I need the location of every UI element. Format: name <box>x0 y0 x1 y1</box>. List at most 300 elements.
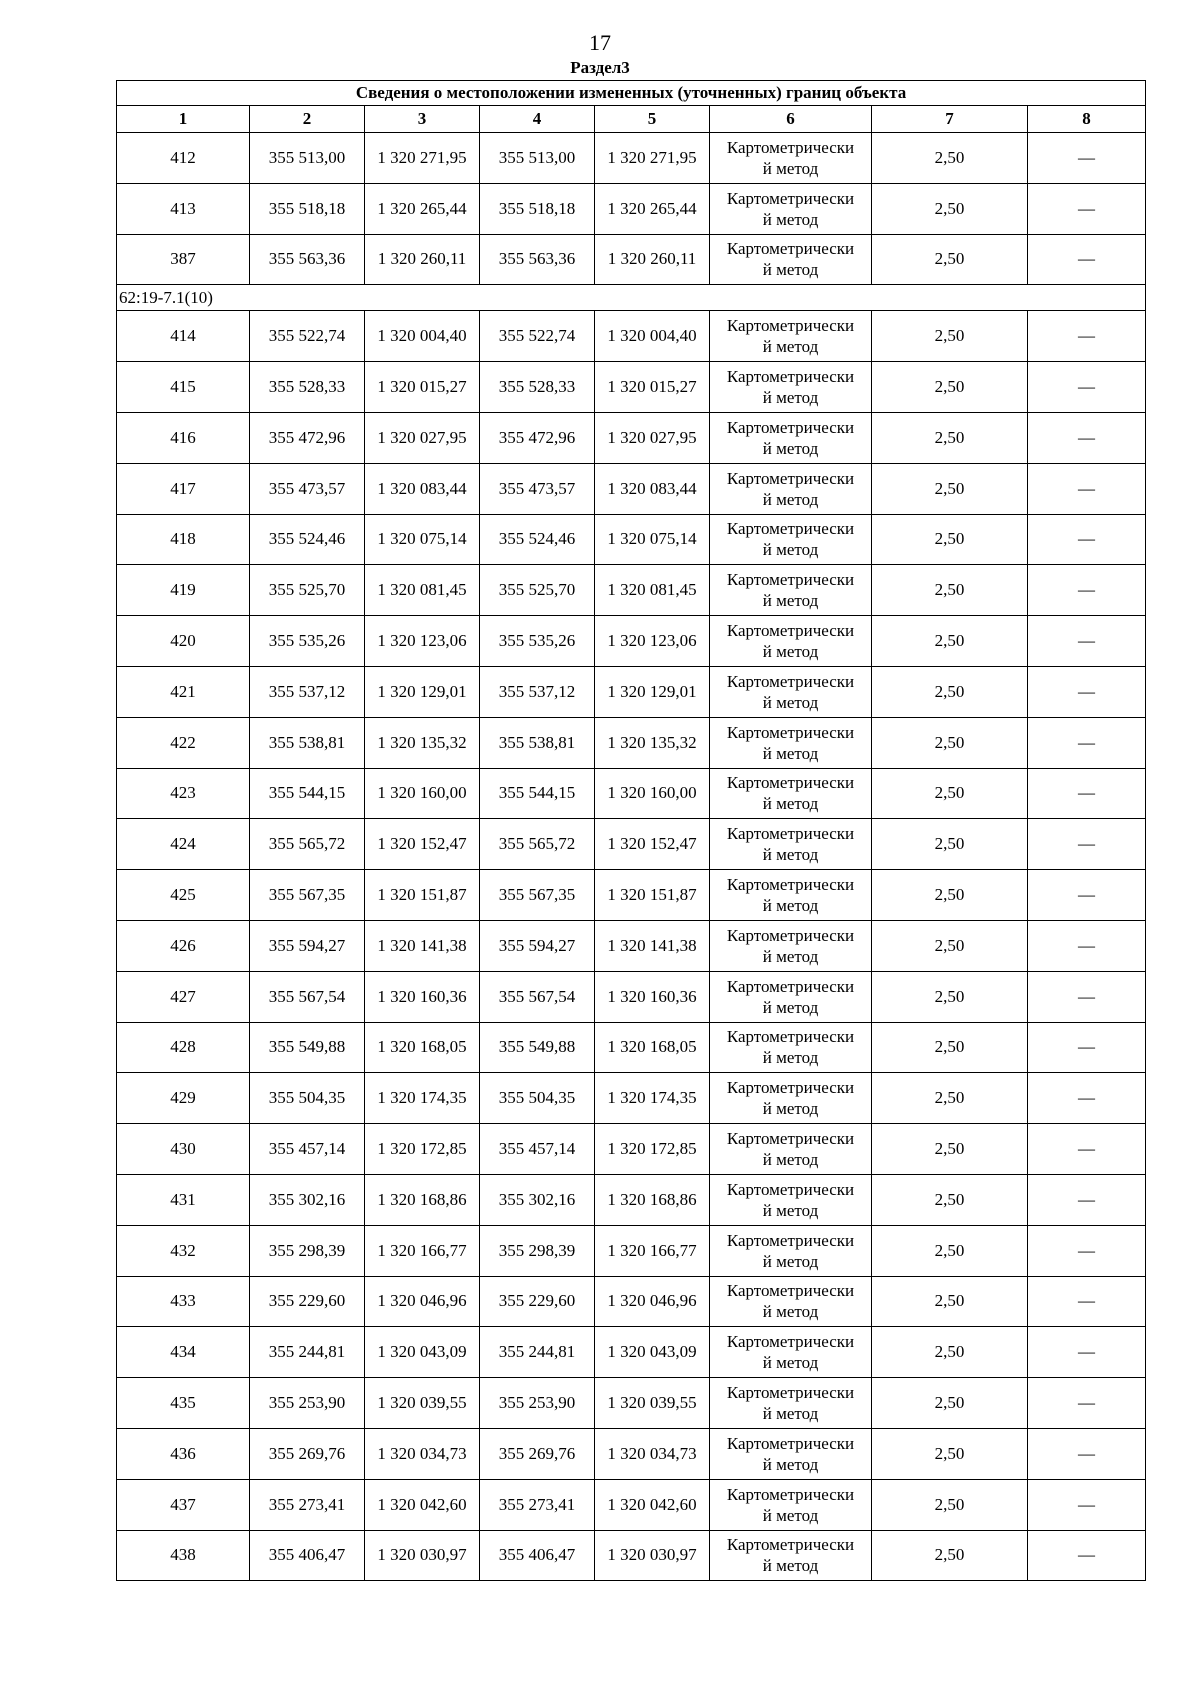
method-line-1: Картометрически <box>726 773 855 793</box>
note-cell: — <box>1028 666 1146 717</box>
table-row <box>117 1276 1146 1327</box>
point-number-cell: 432 <box>117 1225 250 1276</box>
new-coord-x-cell: 355 473,57 <box>480 463 595 514</box>
new-coord-y-cell: 1 320 265,44 <box>595 183 710 234</box>
method-line-1: Картометрически <box>726 925 855 945</box>
note-cell: — <box>1028 870 1146 921</box>
table-caption: Сведения о местоположении измененных (уточненных) границ объекта <box>117 81 1146 106</box>
new-coord-x-cell: 355 567,54 <box>480 971 595 1022</box>
method-line-2: й метод <box>762 591 819 611</box>
coord-y-cell: 1 320 160,00 <box>365 768 480 819</box>
new-coord-x-cell: 355 302,16 <box>480 1174 595 1225</box>
accuracy-cell: 2,50 <box>872 1276 1028 1327</box>
coord-x-cell: 355 406,47 <box>250 1530 365 1581</box>
note-cell: — <box>1028 1378 1146 1429</box>
method-line-1: Картометрически <box>726 367 855 387</box>
method-line-2: й метод <box>762 1556 819 1576</box>
table-row <box>117 514 1146 565</box>
note-cell: — <box>1028 1225 1146 1276</box>
coord-x-cell: 355 538,81 <box>250 717 365 768</box>
method-line-1: Картометрически <box>726 570 855 590</box>
coord-x-cell: 355 565,72 <box>250 819 365 870</box>
point-number-cell: 430 <box>117 1124 250 1175</box>
accuracy-cell: 2,50 <box>872 870 1028 921</box>
column-number: 7 <box>872 106 1028 133</box>
coord-y-cell: 1 320 027,95 <box>365 412 480 463</box>
coord-y-cell: 1 320 174,35 <box>365 1073 480 1124</box>
new-coord-x-cell: 355 538,81 <box>480 717 595 768</box>
coord-x-cell: 355 567,35 <box>250 870 365 921</box>
coord-x-cell: 355 594,27 <box>250 920 365 971</box>
coord-x-cell: 355 513,00 <box>250 133 365 184</box>
method-line-2: й метод <box>762 260 819 280</box>
method-cell <box>710 362 872 413</box>
method-cell <box>710 768 872 819</box>
note-cell: — <box>1028 1276 1146 1327</box>
coord-x-cell: 355 537,12 <box>250 666 365 717</box>
coord-y-cell: 1 320 030,97 <box>365 1530 480 1581</box>
section-title: Раздел3 <box>570 58 630 77</box>
point-number-cell: 415 <box>117 362 250 413</box>
method-line-1: Картометрически <box>726 1129 855 1149</box>
accuracy-cell: 2,50 <box>872 616 1028 667</box>
note-cell: — <box>1028 768 1146 819</box>
new-coord-y-cell: 1 320 081,45 <box>595 565 710 616</box>
new-coord-x-cell: 355 406,47 <box>480 1530 595 1581</box>
method-line-1: Картометрически <box>726 1281 855 1301</box>
column-number: 3 <box>365 106 480 133</box>
table-row <box>117 565 1146 616</box>
column-number-row <box>117 106 1146 133</box>
note-cell: — <box>1028 1174 1146 1225</box>
method-line-1: Картометрически <box>726 1383 855 1403</box>
group-header-row <box>117 285 1146 311</box>
method-cell <box>710 565 872 616</box>
method-line-1: Картометрически <box>726 316 855 336</box>
table-row <box>117 819 1146 870</box>
note-cell: — <box>1028 565 1146 616</box>
new-coord-y-cell: 1 320 135,32 <box>595 717 710 768</box>
new-coord-x-cell: 355 525,70 <box>480 565 595 616</box>
new-coord-x-cell: 355 522,74 <box>480 311 595 362</box>
coord-y-cell: 1 320 075,14 <box>365 514 480 565</box>
method-line-1: Картометрически <box>726 468 855 488</box>
page-number: 17 <box>589 30 611 55</box>
new-coord-y-cell: 1 320 004,40 <box>595 311 710 362</box>
point-number-cell: 426 <box>117 920 250 971</box>
method-line-2: й метод <box>762 1048 819 1068</box>
coord-y-cell: 1 320 083,44 <box>365 463 480 514</box>
method-line-2: й метод <box>762 209 819 229</box>
method-line-1: Картометрически <box>726 188 855 208</box>
accuracy-cell: 2,50 <box>872 1174 1028 1225</box>
coord-y-cell: 1 320 034,73 <box>365 1428 480 1479</box>
point-number-cell: 387 <box>117 234 250 285</box>
note-cell: — <box>1028 311 1146 362</box>
accuracy-cell: 2,50 <box>872 1124 1028 1175</box>
method-cell <box>710 133 872 184</box>
method-line-1: Картометрически <box>726 519 855 539</box>
method-cell <box>710 1530 872 1581</box>
method-line-2: й метод <box>762 896 819 916</box>
method-line-2: й метод <box>762 946 819 966</box>
coord-x-cell: 355 563,36 <box>250 234 365 285</box>
table-row <box>117 768 1146 819</box>
new-coord-y-cell: 1 320 129,01 <box>595 666 710 717</box>
column-number: 8 <box>1028 106 1146 133</box>
accuracy-cell: 2,50 <box>872 819 1028 870</box>
method-cell <box>710 616 872 667</box>
coord-x-cell: 355 518,18 <box>250 183 365 234</box>
accuracy-cell: 2,50 <box>872 362 1028 413</box>
coord-y-cell: 1 320 081,45 <box>365 565 480 616</box>
coord-y-cell: 1 320 046,96 <box>365 1276 480 1327</box>
table-row <box>117 1327 1146 1378</box>
table-row <box>117 666 1146 717</box>
method-line-1: Картометрически <box>726 875 855 895</box>
coord-y-cell: 1 320 123,06 <box>365 616 480 667</box>
table-row <box>117 717 1146 768</box>
new-coord-y-cell: 1 320 168,86 <box>595 1174 710 1225</box>
method-cell <box>710 463 872 514</box>
method-line-2: й метод <box>762 438 819 458</box>
coord-y-cell: 1 320 151,87 <box>365 870 480 921</box>
coord-y-cell: 1 320 015,27 <box>365 362 480 413</box>
table-row <box>117 1174 1146 1225</box>
method-line-1: Картометрически <box>726 1433 855 1453</box>
note-cell: — <box>1028 463 1146 514</box>
method-cell <box>710 717 872 768</box>
new-coord-y-cell: 1 320 172,85 <box>595 1124 710 1175</box>
method-line-2: й метод <box>762 1251 819 1271</box>
method-line-2: й метод <box>762 743 819 763</box>
coord-y-cell: 1 320 166,77 <box>365 1225 480 1276</box>
new-coord-x-cell: 355 513,00 <box>480 133 595 184</box>
method-cell <box>710 514 872 565</box>
method-line-2: й метод <box>762 997 819 1017</box>
accuracy-cell: 2,50 <box>872 1378 1028 1429</box>
table-row <box>117 1022 1146 1073</box>
method-cell <box>710 870 872 921</box>
new-coord-y-cell: 1 320 141,38 <box>595 920 710 971</box>
coord-y-cell: 1 320 172,85 <box>365 1124 480 1175</box>
note-cell: — <box>1028 234 1146 285</box>
accuracy-cell: 2,50 <box>872 1479 1028 1530</box>
method-cell <box>710 1327 872 1378</box>
method-line-2: й метод <box>762 1505 819 1525</box>
new-coord-y-cell: 1 320 260,11 <box>595 234 710 285</box>
coord-x-cell: 355 298,39 <box>250 1225 365 1276</box>
method-line-2: й метод <box>762 540 819 560</box>
method-line-2: й метод <box>762 845 819 865</box>
coord-x-cell: 355 528,33 <box>250 362 365 413</box>
method-line-2: й метод <box>762 1200 819 1220</box>
coord-x-cell: 355 567,54 <box>250 971 365 1022</box>
method-line-2: й метод <box>762 794 819 814</box>
method-cell <box>710 183 872 234</box>
point-number-cell: 418 <box>117 514 250 565</box>
method-line-2: й метод <box>762 489 819 509</box>
table-row <box>117 971 1146 1022</box>
method-cell <box>710 1225 872 1276</box>
new-coord-x-cell: 355 229,60 <box>480 1276 595 1327</box>
note-cell: — <box>1028 1530 1146 1581</box>
note-cell: — <box>1028 1327 1146 1378</box>
table-row <box>117 362 1146 413</box>
new-coord-x-cell: 355 504,35 <box>480 1073 595 1124</box>
new-coord-y-cell: 1 320 168,05 <box>595 1022 710 1073</box>
method-line-2: й метод <box>762 1353 819 1373</box>
new-coord-x-cell: 355 269,76 <box>480 1428 595 1479</box>
note-cell: — <box>1028 1022 1146 1073</box>
method-cell <box>710 1124 872 1175</box>
coord-y-cell: 1 320 260,11 <box>365 234 480 285</box>
new-coord-y-cell: 1 320 034,73 <box>595 1428 710 1479</box>
method-cell <box>710 920 872 971</box>
table-row <box>117 1530 1146 1581</box>
point-number-cell: 422 <box>117 717 250 768</box>
accuracy-cell: 2,50 <box>872 1327 1028 1378</box>
new-coord-x-cell: 355 528,33 <box>480 362 595 413</box>
coord-y-cell: 1 320 141,38 <box>365 920 480 971</box>
method-line-1: Картометрически <box>726 824 855 844</box>
method-cell <box>710 311 872 362</box>
point-number-cell: 424 <box>117 819 250 870</box>
method-line-1: Картометрически <box>726 671 855 691</box>
point-number-cell: 414 <box>117 311 250 362</box>
point-number-cell: 420 <box>117 616 250 667</box>
note-cell: — <box>1028 1124 1146 1175</box>
new-coord-x-cell: 355 298,39 <box>480 1225 595 1276</box>
new-coord-x-cell: 355 563,36 <box>480 234 595 285</box>
note-cell: — <box>1028 183 1146 234</box>
accuracy-cell: 2,50 <box>872 133 1028 184</box>
column-number: 6 <box>710 106 872 133</box>
new-coord-x-cell: 355 253,90 <box>480 1378 595 1429</box>
point-number-cell: 435 <box>117 1378 250 1429</box>
coord-y-cell: 1 320 135,32 <box>365 717 480 768</box>
method-cell <box>710 819 872 870</box>
coord-y-cell: 1 320 160,36 <box>365 971 480 1022</box>
accuracy-cell: 2,50 <box>872 311 1028 362</box>
method-line-1: Картометрически <box>726 1179 855 1199</box>
new-coord-y-cell: 1 320 043,09 <box>595 1327 710 1378</box>
method-line-2: й метод <box>762 158 819 178</box>
new-coord-y-cell: 1 320 083,44 <box>595 463 710 514</box>
coord-x-cell: 355 525,70 <box>250 565 365 616</box>
coord-y-cell: 1 320 168,05 <box>365 1022 480 1073</box>
point-number-cell: 433 <box>117 1276 250 1327</box>
method-cell <box>710 666 872 717</box>
method-line-1: Картометрически <box>726 239 855 259</box>
method-line-1: Картометрически <box>726 976 855 996</box>
point-number-cell: 431 <box>117 1174 250 1225</box>
table-row <box>117 311 1146 362</box>
table-body <box>117 133 1146 1581</box>
new-coord-x-cell: 355 567,35 <box>480 870 595 921</box>
method-line-2: й метод <box>762 692 819 712</box>
accuracy-cell: 2,50 <box>872 971 1028 1022</box>
method-line-1: Картометрически <box>726 1078 855 1098</box>
table-row <box>117 412 1146 463</box>
coord-y-cell: 1 320 004,40 <box>365 311 480 362</box>
coord-x-cell: 355 273,41 <box>250 1479 365 1530</box>
coord-x-cell: 355 544,15 <box>250 768 365 819</box>
method-line-2: й метод <box>762 1099 819 1119</box>
coord-x-cell: 355 522,74 <box>250 311 365 362</box>
point-number-cell: 413 <box>117 183 250 234</box>
column-number: 2 <box>250 106 365 133</box>
coord-y-cell: 1 320 039,55 <box>365 1378 480 1429</box>
method-line-1: Картометрически <box>726 1027 855 1047</box>
method-cell <box>710 1428 872 1479</box>
method-line-2: й метод <box>762 337 819 357</box>
table-row <box>117 183 1146 234</box>
coord-x-cell: 355 253,90 <box>250 1378 365 1429</box>
new-coord-y-cell: 1 320 151,87 <box>595 870 710 921</box>
point-number-cell: 434 <box>117 1327 250 1378</box>
accuracy-cell: 2,50 <box>872 666 1028 717</box>
new-coord-y-cell: 1 320 075,14 <box>595 514 710 565</box>
note-cell: — <box>1028 412 1146 463</box>
table-row <box>117 1378 1146 1429</box>
table-row <box>117 1225 1146 1276</box>
method-line-1: Картометрически <box>726 137 855 157</box>
note-cell: — <box>1028 971 1146 1022</box>
coord-x-cell: 355 269,76 <box>250 1428 365 1479</box>
point-number-cell: 417 <box>117 463 250 514</box>
new-coord-x-cell: 355 594,27 <box>480 920 595 971</box>
method-line-1: Картометрически <box>726 1230 855 1250</box>
method-line-2: й метод <box>762 642 819 662</box>
new-coord-x-cell: 355 549,88 <box>480 1022 595 1073</box>
accuracy-cell: 2,50 <box>872 1530 1028 1581</box>
table-row <box>117 870 1146 921</box>
new-coord-y-cell: 1 320 030,97 <box>595 1530 710 1581</box>
method-cell <box>710 1174 872 1225</box>
coord-x-cell: 355 302,16 <box>250 1174 365 1225</box>
new-coord-y-cell: 1 320 042,60 <box>595 1479 710 1530</box>
accuracy-cell: 2,50 <box>872 234 1028 285</box>
new-coord-y-cell: 1 320 015,27 <box>595 362 710 413</box>
table-row <box>117 1428 1146 1479</box>
new-coord-x-cell: 355 244,81 <box>480 1327 595 1378</box>
table-row <box>117 234 1146 285</box>
accuracy-cell: 2,50 <box>872 1073 1028 1124</box>
note-cell: — <box>1028 362 1146 413</box>
point-number-cell: 423 <box>117 768 250 819</box>
coord-y-cell: 1 320 042,60 <box>365 1479 480 1530</box>
accuracy-cell: 2,50 <box>872 514 1028 565</box>
new-coord-y-cell: 1 320 039,55 <box>595 1378 710 1429</box>
point-number-cell: 438 <box>117 1530 250 1581</box>
coord-y-cell: 1 320 271,95 <box>365 133 480 184</box>
method-line-1: Картометрически <box>726 621 855 641</box>
coord-x-cell: 355 549,88 <box>250 1022 365 1073</box>
table-row <box>117 463 1146 514</box>
new-coord-x-cell: 355 544,15 <box>480 768 595 819</box>
new-coord-y-cell: 1 320 027,95 <box>595 412 710 463</box>
method-line-1: Картометрически <box>726 1535 855 1555</box>
new-coord-y-cell: 1 320 046,96 <box>595 1276 710 1327</box>
note-cell: — <box>1028 133 1146 184</box>
accuracy-cell: 2,50 <box>872 768 1028 819</box>
table-row <box>117 1479 1146 1530</box>
point-number-cell: 419 <box>117 565 250 616</box>
new-coord-x-cell: 355 535,26 <box>480 616 595 667</box>
boundary-coordinates-table <box>116 80 1146 1581</box>
accuracy-cell: 2,50 <box>872 1225 1028 1276</box>
coord-x-cell: 355 244,81 <box>250 1327 365 1378</box>
point-number-cell: 427 <box>117 971 250 1022</box>
new-coord-y-cell: 1 320 152,47 <box>595 819 710 870</box>
coord-x-cell: 355 535,26 <box>250 616 365 667</box>
point-number-cell: 425 <box>117 870 250 921</box>
new-coord-x-cell: 355 273,41 <box>480 1479 595 1530</box>
note-cell: — <box>1028 717 1146 768</box>
group-label: 62:19-7.1(10) <box>117 285 1146 311</box>
coord-x-cell: 355 229,60 <box>250 1276 365 1327</box>
accuracy-cell: 2,50 <box>872 1022 1028 1073</box>
coord-x-cell: 355 473,57 <box>250 463 365 514</box>
point-number-cell: 429 <box>117 1073 250 1124</box>
note-cell: — <box>1028 616 1146 667</box>
column-number: 5 <box>595 106 710 133</box>
coord-x-cell: 355 457,14 <box>250 1124 365 1175</box>
table-row <box>117 1124 1146 1175</box>
method-line-2: й метод <box>762 1302 819 1322</box>
accuracy-cell: 2,50 <box>872 183 1028 234</box>
method-line-1: Картометрически <box>726 1484 855 1504</box>
point-number-cell: 412 <box>117 133 250 184</box>
method-cell <box>710 971 872 1022</box>
coord-y-cell: 1 320 129,01 <box>365 666 480 717</box>
note-cell: — <box>1028 1479 1146 1530</box>
note-cell: — <box>1028 819 1146 870</box>
new-coord-y-cell: 1 320 160,00 <box>595 768 710 819</box>
table-row <box>117 616 1146 667</box>
coord-x-cell: 355 524,46 <box>250 514 365 565</box>
new-coord-x-cell: 355 472,96 <box>480 412 595 463</box>
note-cell: — <box>1028 920 1146 971</box>
new-coord-x-cell: 355 457,14 <box>480 1124 595 1175</box>
method-cell <box>710 412 872 463</box>
note-cell: — <box>1028 1073 1146 1124</box>
accuracy-cell: 2,50 <box>872 920 1028 971</box>
method-cell <box>710 1479 872 1530</box>
coord-y-cell: 1 320 265,44 <box>365 183 480 234</box>
method-cell <box>710 1378 872 1429</box>
new-coord-y-cell: 1 320 123,06 <box>595 616 710 667</box>
method-line-2: й метод <box>762 1150 819 1170</box>
table-row <box>117 1073 1146 1124</box>
method-line-2: й метод <box>762 388 819 408</box>
coord-y-cell: 1 320 168,86 <box>365 1174 480 1225</box>
method-cell <box>710 1276 872 1327</box>
accuracy-cell: 2,50 <box>872 565 1028 616</box>
method-line-1: Картометрически <box>726 417 855 437</box>
accuracy-cell: 2,50 <box>872 412 1028 463</box>
column-number: 4 <box>480 106 595 133</box>
method-cell <box>710 1022 872 1073</box>
method-line-2: й метод <box>762 1454 819 1474</box>
new-coord-x-cell: 355 537,12 <box>480 666 595 717</box>
coord-x-cell: 355 472,96 <box>250 412 365 463</box>
new-coord-x-cell: 355 524,46 <box>480 514 595 565</box>
accuracy-cell: 2,50 <box>872 1428 1028 1479</box>
table-row <box>117 133 1146 184</box>
coord-y-cell: 1 320 152,47 <box>365 819 480 870</box>
